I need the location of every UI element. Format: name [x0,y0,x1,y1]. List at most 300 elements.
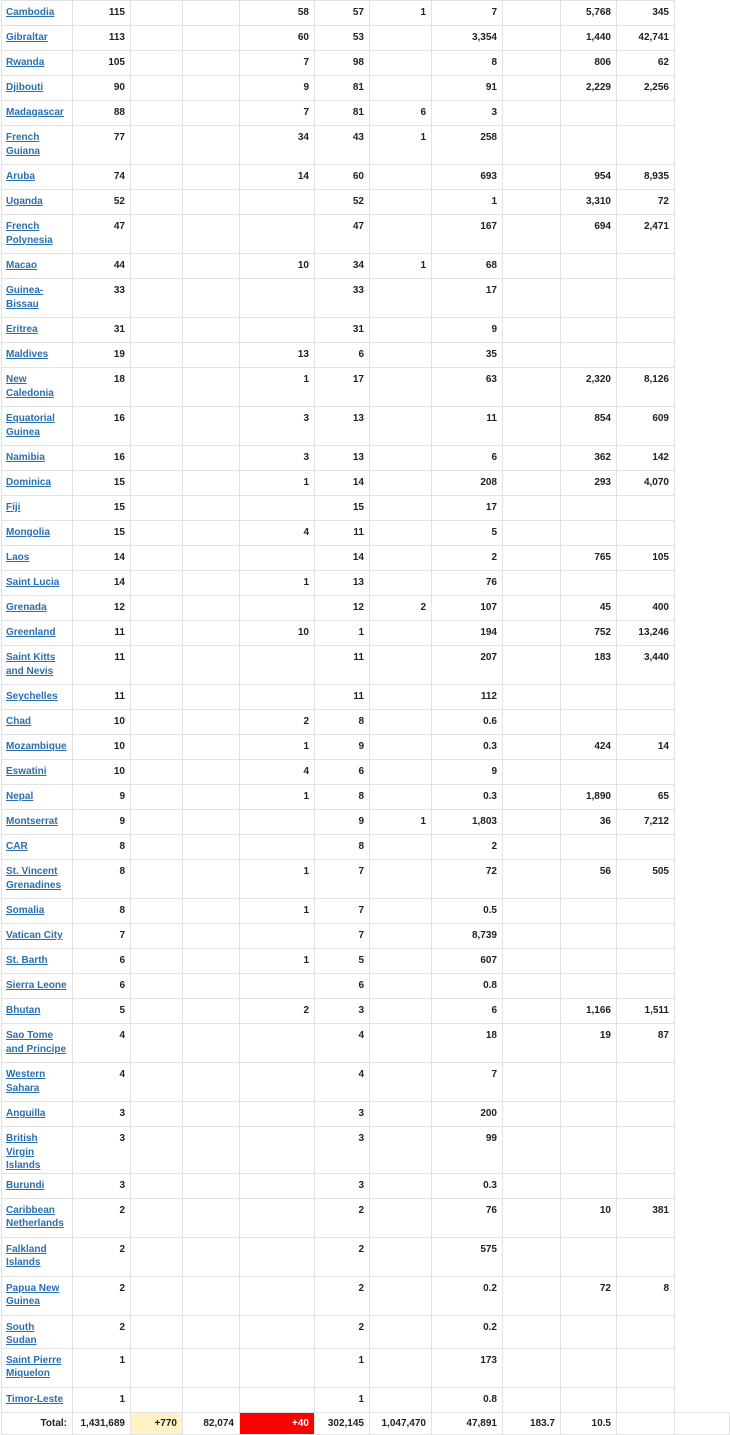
country-link[interactable]: Eswatini [6,766,47,777]
serious-critical-cell: 107 [432,596,503,621]
deaths-per-1m-cell [561,1102,617,1127]
country-link[interactable]: St. Barth [6,955,48,966]
deaths-per-1m-cell: 1,890 [561,785,617,810]
country-link[interactable]: Laos [6,552,30,563]
total-cases-cell: 4 [73,1063,131,1102]
country-link[interactable]: Montserrat [6,816,58,827]
total-tests-cell [617,1315,675,1348]
total-tests-cell: 7,212 [617,810,675,835]
table-row [2,76,730,101]
total-recovered-cell: 13 [315,446,370,471]
cases-per-1m-cell [503,521,561,546]
total-tests-cell: 8 [617,1276,675,1315]
serious-critical-cell: 0.8 [432,1387,503,1412]
active-cases-cell [370,1348,432,1387]
total-tests-cell [617,1127,675,1174]
total-tests-cell: 2,471 [617,215,675,254]
total-cases-cell: 10 [73,760,131,785]
new-cases-cell [131,51,183,76]
new-deaths-cell: 2 [240,999,315,1024]
total-deaths-cell [183,1102,240,1127]
new-deaths-cell [240,190,315,215]
serious-critical-cell: 76 [432,1198,503,1237]
new-deaths-cell [240,596,315,621]
country-cell [2,521,73,546]
country-link[interactable]: Namibia [6,452,45,463]
country-cell [2,999,73,1024]
new-cases-cell [131,1,183,26]
new-cases-cell [131,165,183,190]
total-cases-cell: 2 [73,1315,131,1348]
deaths-per-1m-cell [561,254,617,279]
new-deaths-cell: 34 [240,126,315,165]
country-cell [2,368,73,407]
total-tests-cell: 8,935 [617,165,675,190]
country-link[interactable]: South Sudan [6,1321,37,1346]
total-deaths-cell [183,596,240,621]
total-deaths-cell [183,279,240,318]
active-cases-cell [370,51,432,76]
country-link[interactable]: Western Sahara [6,1069,46,1094]
total-deaths-cell [183,899,240,924]
active-cases-cell [370,760,432,785]
country-link[interactable]: Bhutan [6,1005,41,1016]
active-cases-cell [370,446,432,471]
total-tests-cell [617,974,675,999]
deaths-per-1m-cell [561,521,617,546]
total-cases-cell: 77 [73,126,131,165]
total-deaths-cell [183,1387,240,1412]
active-cases-cell [370,165,432,190]
country-link[interactable]: Fiji [6,502,21,513]
total-tests-cell: 65 [617,785,675,810]
total-cases-cell: 15 [73,521,131,546]
new-deaths-cell: 1 [240,899,315,924]
new-deaths-cell [240,974,315,999]
cases-per-1m-cell [503,571,561,596]
total-cases-cell: 15 [73,496,131,521]
new-cases-cell [131,254,183,279]
total-tests-cell: 14 [617,735,675,760]
new-cases-cell [131,471,183,496]
active-cases-cell [370,899,432,924]
cases-per-1m-cell [503,1024,561,1063]
new-deaths-cell [240,1102,315,1127]
new-cases-cell [131,760,183,785]
country-link[interactable]: French Polynesia [6,221,53,246]
country-link[interactable]: French Guiana [6,132,40,157]
country-link[interactable]: Cambodia [6,7,55,18]
cases-per-1m-cell [503,1348,561,1387]
active-cases-cell [370,1387,432,1412]
new-cases-cell [131,596,183,621]
deaths-per-1m-cell: 19 [561,1024,617,1063]
table-row [2,1173,730,1198]
country-cell [2,496,73,521]
country-cell [2,254,73,279]
country-link[interactable]: Papua New Guinea [6,1282,60,1307]
country-link[interactable]: Grenada [6,602,47,613]
total-deaths-cell [183,1198,240,1237]
serious-critical-cell: 11 [432,407,503,446]
total-cases-cell: 44 [73,254,131,279]
total-recovered-cell: 57 [315,1,370,26]
country-cell [2,646,73,685]
total-deaths-cell [183,785,240,810]
total-recovered-cell: 3 [315,1173,370,1198]
country-cell [2,685,73,710]
country-link[interactable]: British Virgin Islands [6,1133,41,1171]
total-cases-cell: 15 [73,471,131,496]
active-cases-cell [370,368,432,407]
cases-per-1m-cell [503,735,561,760]
total-recovered-cell: 6 [315,974,370,999]
total-recovered-cell: 33 [315,279,370,318]
active-cases-cell [370,974,432,999]
table-row [2,1127,730,1174]
country-link[interactable]: Caribbean Netherlands [6,1204,64,1229]
country-link[interactable]: Saint Pierre Miquelon [6,1354,62,1379]
new-cases-cell [131,101,183,126]
total-tests-cell: 381 [617,1198,675,1237]
total-recovered-cell: 6 [315,343,370,368]
country-cell [2,1102,73,1127]
total-tests-cell [617,760,675,785]
country-link[interactable]: Nepal [6,791,34,802]
total-total-cases: 1,431,689 [73,1412,131,1434]
country-link[interactable]: CAR [6,841,28,852]
table-row [2,215,730,254]
new-cases-cell [131,835,183,860]
country-cell [2,1198,73,1237]
total-cases-cell: 1 [73,1387,131,1412]
new-cases-cell [131,685,183,710]
country-link[interactable]: Macao [6,260,38,271]
active-cases-cell [370,546,432,571]
country-link[interactable]: Equatorial Guinea [6,413,55,438]
country-link[interactable]: Uganda [6,196,43,207]
country-link[interactable]: Sierra Leone [6,980,67,991]
new-deaths-cell [240,835,315,860]
deaths-per-1m-cell: 45 [561,596,617,621]
cases-per-1m-cell [503,318,561,343]
new-cases-cell [131,1387,183,1412]
new-deaths-cell [240,546,315,571]
country-link[interactable]: Somalia [6,905,45,916]
cases-per-1m-cell [503,471,561,496]
active-cases-cell [370,1276,432,1315]
cases-per-1m-cell [503,1276,561,1315]
active-cases-cell [370,999,432,1024]
total-deaths-cell [183,974,240,999]
country-link[interactable]: Maldives [6,349,49,360]
country-cell [2,735,73,760]
active-cases-cell [370,1198,432,1237]
country-cell [2,190,73,215]
serious-critical-cell: 7 [432,1,503,26]
country-cell [2,924,73,949]
deaths-per-1m-cell [561,835,617,860]
table-row [2,1315,730,1348]
total-recovered-cell: 9 [315,735,370,760]
table-row [2,1387,730,1412]
country-link[interactable]: Djibouti [6,82,44,93]
new-deaths-cell: 1 [240,471,315,496]
country-link[interactable]: Saint Kitts and Nevis [6,652,56,677]
total-tests-cell: 3,440 [617,646,675,685]
deaths-per-1m-cell [561,924,617,949]
country-link[interactable]: Seychelles [6,691,58,702]
new-cases-cell [131,76,183,101]
total-tests-per-1m [675,1412,730,1434]
country-link[interactable]: Gibraltar [6,32,48,43]
cases-per-1m-cell [503,1063,561,1102]
total-tests-cell: 8,126 [617,368,675,407]
total-cases-cell: 3 [73,1173,131,1198]
table-row [2,899,730,924]
total-recovered-cell: 8 [315,835,370,860]
cases-per-1m-cell [503,1315,561,1348]
country-cell [2,1173,73,1198]
new-deaths-cell [240,279,315,318]
country-cell [2,1387,73,1412]
new-deaths-cell: 1 [240,571,315,596]
serious-critical-cell: 173 [432,1348,503,1387]
country-link[interactable]: Madagascar [6,107,64,118]
country-link[interactable]: Rwanda [6,57,45,68]
deaths-per-1m-cell: 293 [561,471,617,496]
deaths-per-1m-cell: 1,440 [561,26,617,51]
country-cell [2,860,73,899]
country-link[interactable]: Timor-Leste [6,1393,64,1405]
country-link[interactable]: Chad [6,716,31,727]
new-deaths-cell: 4 [240,521,315,546]
country-link[interactable]: Falkland Islands [6,1243,47,1268]
table-row [2,101,730,126]
serious-critical-cell: 693 [432,165,503,190]
serious-critical-cell: 17 [432,496,503,521]
new-deaths-cell: 60 [240,26,315,51]
table-row [2,1063,730,1102]
total-cases-cell: 11 [73,621,131,646]
serious-critical-cell: 258 [432,126,503,165]
new-deaths-cell: 3 [240,407,315,446]
country-cell [2,1,73,26]
country-link[interactable]: Greenland [6,627,56,638]
country-cell [2,949,73,974]
country-link[interactable]: Anguilla [6,1108,46,1119]
total-tests-cell [617,496,675,521]
serious-critical-cell: 35 [432,343,503,368]
new-cases-cell [131,1198,183,1237]
total-deaths-cell [183,446,240,471]
serious-critical-cell: 0.6 [432,710,503,735]
total-recovered-cell: 3 [315,1127,370,1174]
deaths-per-1m-cell [561,1387,617,1412]
new-cases-cell [131,1063,183,1102]
total-cases-cell: 5 [73,999,131,1024]
country-cell [2,1063,73,1102]
new-deaths-cell [240,1387,315,1412]
deaths-per-1m-cell [561,685,617,710]
country-cell [2,215,73,254]
total-recovered-cell: 14 [315,471,370,496]
active-cases-cell [370,1127,432,1174]
serious-critical-cell: 5 [432,521,503,546]
deaths-per-1m-cell: 424 [561,735,617,760]
active-cases-cell [370,571,432,596]
table-row [2,949,730,974]
new-deaths-cell [240,646,315,685]
country-cell [2,1127,73,1174]
country-cell [2,974,73,999]
serious-critical-cell: 0.5 [432,899,503,924]
total-new-deaths: +40 [240,1412,315,1434]
country-link[interactable]: Aruba [6,171,35,182]
serious-critical-cell: 208 [432,471,503,496]
country-link[interactable]: Burundi [6,1179,45,1191]
table-row [2,785,730,810]
deaths-per-1m-cell [561,101,617,126]
cases-per-1m-cell [503,165,561,190]
serious-critical-cell: 575 [432,1237,503,1276]
total-cases-cell: 9 [73,810,131,835]
table-row [2,1198,730,1237]
new-cases-cell [131,1102,183,1127]
new-deaths-cell [240,1348,315,1387]
new-cases-cell [131,810,183,835]
total-deaths-cell [183,924,240,949]
country-cell [2,279,73,318]
total-cases-cell: 11 [73,685,131,710]
total-recovered-cell: 2 [315,1198,370,1237]
serious-critical-cell: 112 [432,685,503,710]
country-link[interactable]: Eritrea [6,324,38,335]
cases-per-1m-cell [503,646,561,685]
total-tests-cell [617,521,675,546]
country-link[interactable]: Sao Tome and Principe [6,1030,67,1055]
cases-per-1m-cell [503,215,561,254]
table-row [2,810,730,835]
total-cases-cell: 3 [73,1102,131,1127]
active-cases-cell [370,471,432,496]
total-recovered-cell: 2 [315,1315,370,1348]
table-row [2,496,730,521]
serious-critical-cell: 3 [432,101,503,126]
total-recovered-cell: 47 [315,215,370,254]
active-cases-cell [370,1102,432,1127]
serious-critical-cell: 72 [432,860,503,899]
serious-critical-cell: 0.2 [432,1276,503,1315]
table-row [2,924,730,949]
total-deaths-cell [183,810,240,835]
total-deaths-cell [183,546,240,571]
total-cases-cell: 18 [73,368,131,407]
total-cases-cell: 8 [73,860,131,899]
active-cases-cell [370,343,432,368]
new-deaths-cell: 1 [240,735,315,760]
country-link[interactable]: Mongolia [6,527,50,538]
country-link[interactable]: Dominica [6,477,52,488]
country-link[interactable]: Mozambique [6,741,67,752]
cases-per-1m-cell [503,1102,561,1127]
total-cases-cell: 1 [73,1348,131,1387]
table-row [2,318,730,343]
total-recovered-cell: 11 [315,521,370,546]
country-link[interactable]: Saint Lucia [6,577,60,588]
new-deaths-cell [240,1237,315,1276]
table-row [2,735,730,760]
new-cases-cell [131,999,183,1024]
new-deaths-cell [240,318,315,343]
total-tests-cell: 105 [617,546,675,571]
deaths-per-1m-cell: 72 [561,1276,617,1315]
total-deaths-cell [183,1,240,26]
country-link[interactable]: Guinea-Bissau [6,285,44,310]
table-row [2,999,730,1024]
total-recovered-cell: 5 [315,949,370,974]
table-row [2,1,730,26]
country-cell [2,596,73,621]
table-row [2,279,730,318]
new-deaths-cell: 13 [240,343,315,368]
total-deaths-cell [183,407,240,446]
new-cases-cell [131,1276,183,1315]
table-row [2,1024,730,1063]
total-recovered-cell: 60 [315,165,370,190]
cases-per-1m-cell [503,835,561,860]
total-deaths-cell [183,26,240,51]
table-row [2,646,730,685]
total-recovered-cell: 8 [315,710,370,735]
total-deaths-cell [183,621,240,646]
cases-per-1m-cell [503,785,561,810]
new-deaths-cell: 1 [240,949,315,974]
new-cases-cell [131,899,183,924]
serious-critical-cell: 0.3 [432,1173,503,1198]
total-deaths-cell [183,735,240,760]
deaths-per-1m-cell: 3,310 [561,190,617,215]
deaths-per-1m-cell [561,571,617,596]
serious-critical-cell: 3,354 [432,26,503,51]
active-cases-cell [370,621,432,646]
new-deaths-cell [240,685,315,710]
new-cases-cell [131,318,183,343]
total-tests-cell: 62 [617,51,675,76]
deaths-per-1m-cell [561,1173,617,1198]
total-cases-cell: 7 [73,924,131,949]
new-cases-cell [131,343,183,368]
serious-critical-cell: 2 [432,546,503,571]
total-recovered-cell: 17 [315,368,370,407]
country-link[interactable]: New Caledonia [6,374,54,399]
total-deaths-cell [183,1276,240,1315]
country-link[interactable]: St. Vincent Grenadines [6,866,62,891]
new-cases-cell [131,1237,183,1276]
serious-critical-cell: 91 [432,76,503,101]
table-row [2,407,730,446]
table-row [2,26,730,51]
serious-critical-cell: 200 [432,1102,503,1127]
country-cell [2,126,73,165]
country-link[interactable]: Vatican City [6,930,63,941]
new-deaths-cell [240,1024,315,1063]
deaths-per-1m-cell [561,974,617,999]
total-deaths-cell [183,368,240,407]
total-cases-cell: 2 [73,1237,131,1276]
total-tests-cell [617,835,675,860]
total-tests-cell [617,685,675,710]
